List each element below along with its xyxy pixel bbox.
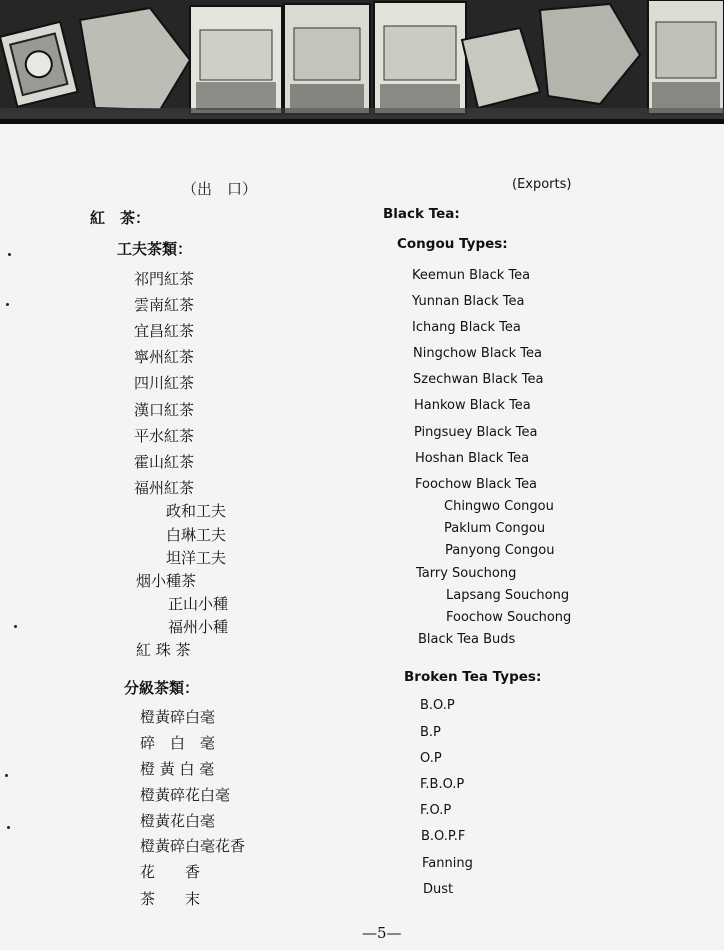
left-congou-item: 宜昌紅茶 (134, 322, 195, 340)
left-broken-item: 橙 黃 白 毫 (140, 760, 215, 778)
page-number: —5— (362, 924, 402, 942)
left-broken-item: 茶 末 (140, 890, 201, 908)
right-broken-item: B.O.P (420, 698, 455, 713)
left-congou-item: 雲南紅茶 (134, 296, 195, 314)
right-smoked: Tarry Souchong (416, 566, 517, 581)
right-congou-item: Ningchow Black Tea (413, 346, 542, 361)
left-fuzhou-subitem: 坦洋工夫 (166, 549, 227, 567)
left-congou-item: 漢口紅茶 (134, 401, 195, 419)
left-smoked-subitem: 福州小種 (168, 618, 229, 636)
left-congou-item: 平水紅茶 (134, 427, 195, 445)
left-header: （出 口） (182, 180, 258, 198)
scan-speck (6, 303, 9, 306)
left-fuzhou-subitem: 政和工夫 (166, 502, 227, 520)
left-broken-heading: 分級茶類： (124, 679, 200, 697)
right-congou-item: Szechwan Black Tea (413, 372, 544, 387)
right-congou-heading: Congou Types: (397, 236, 508, 252)
right-congou-item: Ichang Black Tea (412, 320, 521, 335)
right-congou-item: Foochow Black Tea (415, 477, 538, 492)
right-congou-item: Hankow Black Tea (414, 398, 531, 413)
right-congou-item: Hoshan Black Tea (415, 451, 530, 466)
right-fuzhou-subitem: Paklum Congou (444, 521, 546, 536)
right-fuzhou-subitem: Panyong Congou (445, 543, 555, 558)
right-broken-heading: Broken Tea Types: (404, 669, 542, 685)
right-broken-item: B.O.P.F (421, 829, 466, 844)
scan-speck (5, 774, 8, 777)
left-broken-item: 橙黃碎白毫花香 (140, 837, 246, 855)
left-congou-item: 霍山紅茶 (134, 453, 195, 471)
left-category: 紅 茶： (90, 209, 151, 227)
right-category: Black Tea: (383, 206, 460, 222)
right-congou-item: Pingsuey Black Tea (414, 425, 538, 440)
right-broken-item: Dust (423, 882, 454, 897)
banner-rule (0, 119, 724, 124)
right-broken-item: B.P (420, 725, 441, 740)
right-congou-item: Yunnan Black Tea (412, 294, 525, 309)
left-smoked-subitem: 正山小種 (168, 595, 229, 613)
right-broken-item: F.O.P (420, 803, 452, 818)
right-smoked-subitem: Lapsang Souchong (446, 588, 570, 603)
right-broken-item: Fanning (422, 856, 473, 871)
left-broken-item: 碎 白 毫 (140, 734, 216, 752)
right-broken-item: F.B.O.P (420, 777, 465, 792)
scan-speck (14, 625, 17, 628)
left-broken-item: 橙黃碎花白毫 (140, 786, 231, 804)
right-smoked-subitem: Foochow Souchong (446, 610, 572, 625)
left-congou-item: 四川紅茶 (134, 374, 195, 392)
right-header: (Exports) (512, 177, 572, 192)
left-pearl: 紅 珠 茶 (136, 641, 191, 659)
tea-canisters-photo (0, 0, 724, 122)
left-broken-item: 花 香 (140, 863, 201, 881)
scan-speck (8, 253, 11, 256)
right-congou-item: Keemun Black Tea (412, 268, 531, 283)
left-congou-heading: 工夫茶類： (117, 240, 193, 258)
left-fuzhou-subitem: 白琳工夫 (166, 526, 227, 544)
right-pearl: Black Tea Buds (418, 632, 516, 647)
right-broken-item: O.P (420, 751, 442, 766)
right-fuzhou-subitem: Chingwo Congou (444, 499, 554, 514)
left-congou-item: 祁門紅茶 (134, 270, 195, 288)
left-congou-item: 寧州紅茶 (134, 348, 195, 366)
left-broken-item: 橙黃花白毫 (140, 812, 216, 830)
left-broken-item: 橙黃碎白毫 (140, 708, 216, 726)
left-smoked: 烟小種茶 (136, 572, 197, 590)
scan-speck (7, 826, 10, 829)
left-congou-item: 福州紅茶 (134, 479, 195, 497)
